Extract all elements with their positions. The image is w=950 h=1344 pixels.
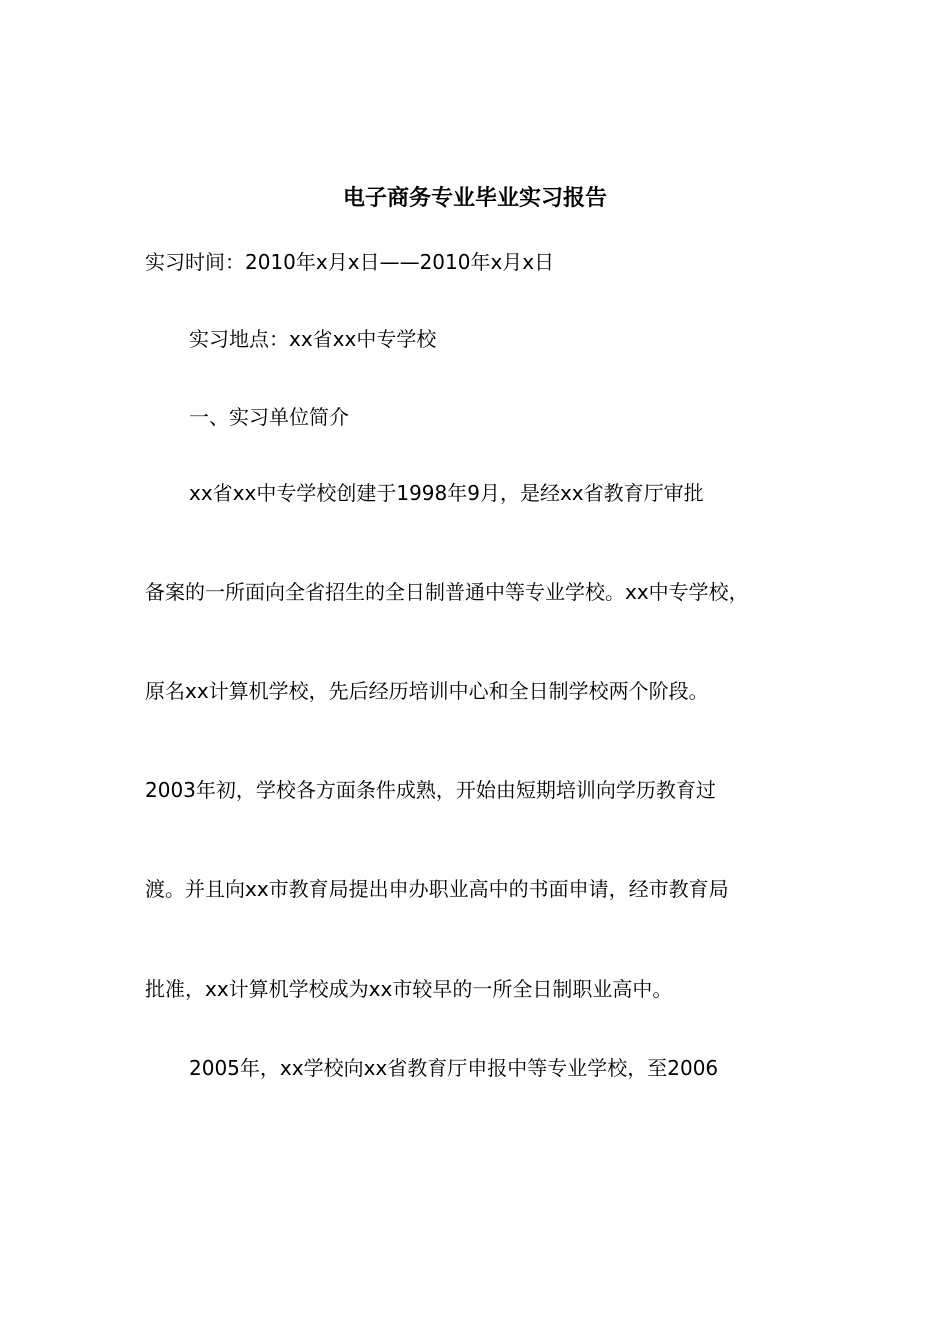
paragraph-line: xx省xx中专学校创建于1998年9月，是经xx省教育厅审批: [189, 481, 704, 505]
paragraph-line: 2003年初，学校各方面条件成熟，开始由短期培训向学历教育过: [145, 778, 716, 802]
paragraph-line: 批准，xx计算机学校成为xx市较早的一所全日制职业高中。: [145, 977, 673, 1001]
paragraph-line: 渡。并且向xx市教育局提出申办职业高中的书面申请，经市教育局: [145, 877, 729, 901]
internship-location-line: 实习地点：xx省xx中专学校: [189, 327, 437, 351]
document-title: 电子商务专业毕业实习报告: [342, 186, 607, 211]
section-heading: 一、实习单位简介: [189, 405, 349, 429]
paragraph-line: 2005年，xx学校向xx省教育厅申报中等专业学校，至2006: [189, 1056, 719, 1080]
internship-time-line: 实习时间：2010年x月x日——2010年x月x日: [145, 250, 555, 274]
paragraph-line: 备案的一所面向全省招生的全日制普通中等专业学校。xx中专学校，: [145, 580, 749, 604]
paragraph-line: 原名xx计算机学校，先后经历培训中心和全日制学校两个阶段。: [145, 679, 709, 703]
